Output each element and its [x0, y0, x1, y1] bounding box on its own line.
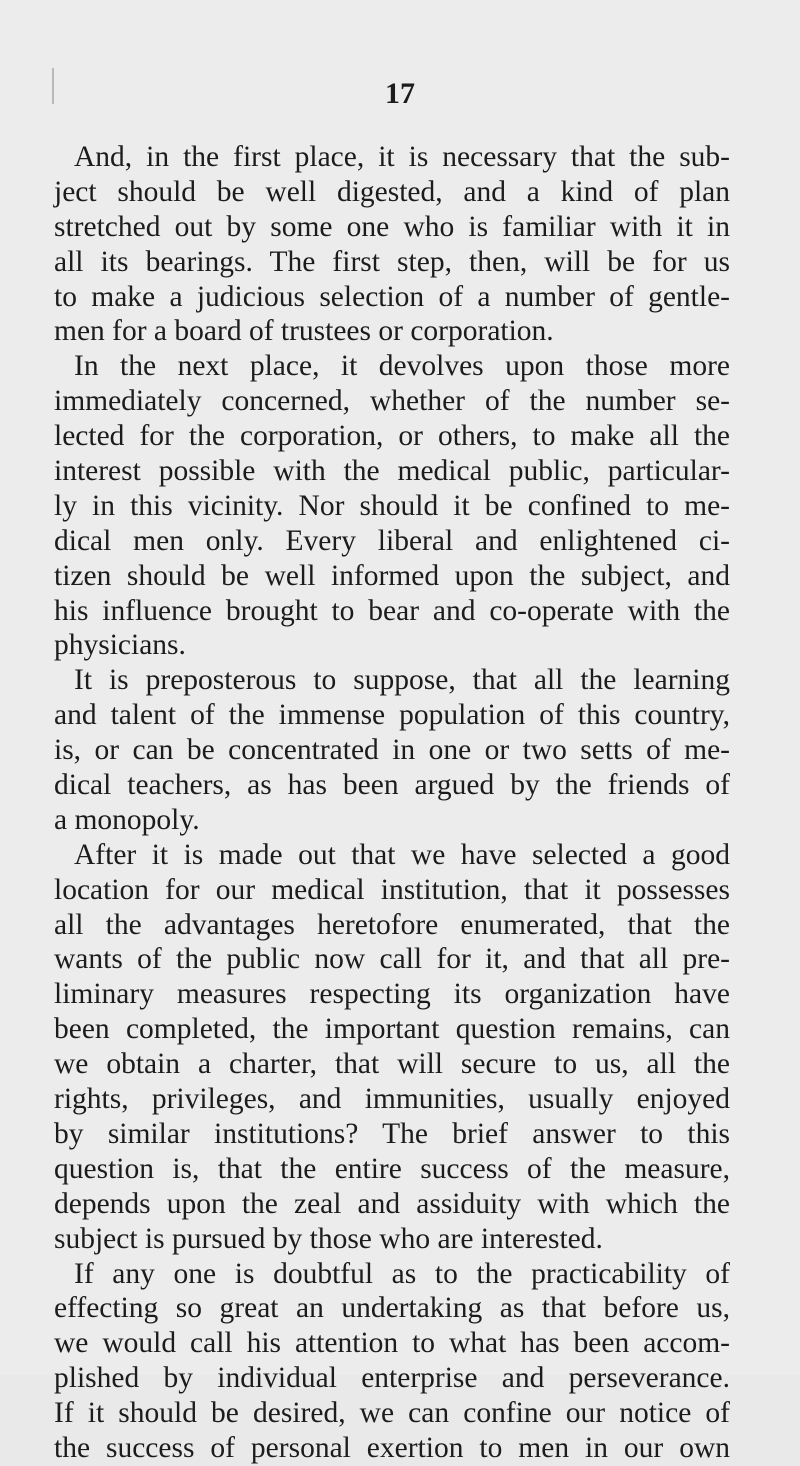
- text-line: we would call his attention to what has been accom-: [54, 1327, 730, 1360]
- text-line: all its bearings. The first step, then, will be for us: [54, 245, 730, 278]
- text-line: been completed, the important question remains, can: [54, 1013, 730, 1046]
- text-line: the success of personal exertion to men in our own: [54, 1431, 730, 1464]
- text-line: men for a board of trustees or corporation.: [54, 315, 554, 348]
- text-line: question is, that the entire success of the measure,: [54, 1152, 730, 1185]
- text-line: dical teachers, as has been argued by the friends of: [54, 769, 730, 802]
- text-line: subject is pursued by those who are interested.: [54, 1222, 603, 1255]
- text-line: stretched out by some one who is familiar with it in: [54, 210, 730, 243]
- text-line: immediately concerned, whether of the number se-: [54, 385, 730, 418]
- text-line: If it should be desired, we can confine our notice of: [54, 1397, 730, 1430]
- text-line: we obtain a charter, that will secure to us, all the: [54, 1048, 730, 1081]
- text-line: liminary measures respecting its organization have: [54, 978, 730, 1011]
- text-line: rights, privileges, and immunities, usually enjoyed: [54, 1083, 730, 1116]
- text-line: is, or can be concentrated in one or two setts of me-: [54, 734, 730, 767]
- text-line: wants of the public now call for it, and that all pre-: [54, 943, 730, 976]
- text-line: And, in the first place, it is necessary that the sub-: [74, 141, 730, 173]
- page-number: 17: [385, 77, 415, 110]
- text-line: all the advantages heretofore enumerated, that the: [54, 908, 730, 941]
- text-line: interest possible with the medical public, particular-: [54, 455, 730, 488]
- text-line: a monopoly.: [54, 803, 200, 836]
- text-line: tizen should be well informed upon the subject, and: [54, 559, 730, 592]
- text-line: ject should be well digested, and a kind of plan: [54, 175, 730, 208]
- text-line: In the next place, it devolves upon those more: [74, 350, 730, 383]
- text-line: dical men only. Every liberal and enlightened ci-: [54, 524, 730, 557]
- text-line: physicians.: [54, 629, 186, 662]
- text-line: by similar institutions? The brief answer to this: [54, 1117, 730, 1150]
- text-line: ly in this vicinity. Nor should it be confined to me-: [54, 489, 730, 522]
- body-text: [54, 140, 730, 1466]
- text-line: plished by individual enterprise and perseverance.: [54, 1362, 730, 1395]
- text-line: If any one is doubtful as to the practicability of: [74, 1257, 730, 1290]
- text-line: After it is made out that we have selected a good: [74, 838, 730, 871]
- text-line: and talent of the immense population of this country,: [54, 699, 730, 732]
- text-line: location for our medical institution, that it possesses: [54, 873, 730, 906]
- text-line: depends upon the zeal and assiduity with which the: [54, 1187, 730, 1220]
- text-line: to make a judicious selection of a number of gentle-: [54, 280, 730, 313]
- text-line: his influence brought to bear and co-operate with the: [54, 594, 730, 627]
- text-line: It is preposterous to suppose, that all the learning: [74, 664, 730, 697]
- text-line: lected for the corporation, or others, to make all the: [54, 420, 730, 453]
- text-line: effecting so great an undertaking as that before us,: [54, 1292, 730, 1325]
